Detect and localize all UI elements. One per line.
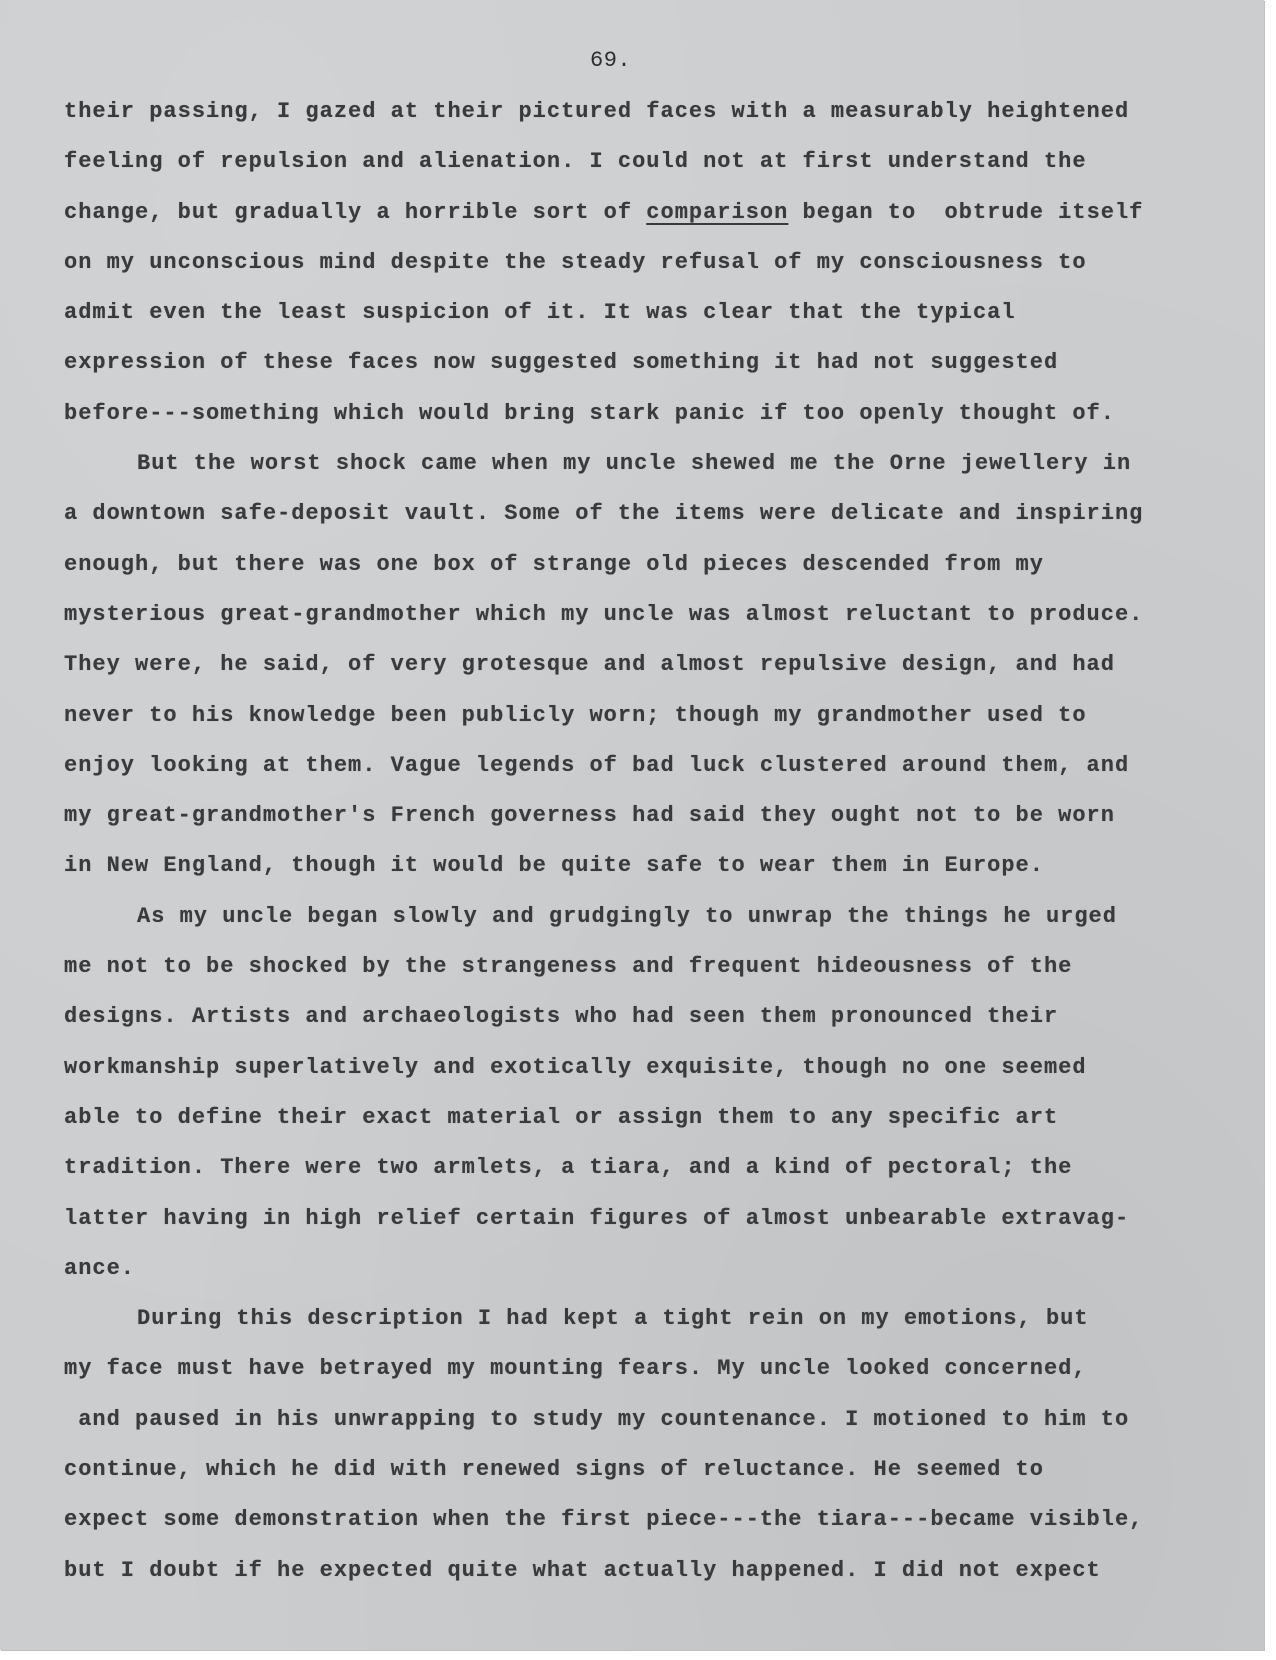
line-text: but I doubt if he expected quite what actually happened. I did not expect [64, 1557, 1101, 1583]
text-line [64, 1102, 1214, 1152]
line-text: continue, which he did with renewed signs of reluctance. He seemed to [64, 1457, 1044, 1483]
line-text: on my unconscious mind despite the steady refusal of my consciousness to [64, 249, 1087, 275]
text-line [64, 498, 1214, 548]
text-line [64, 1203, 1214, 1253]
text-line [64, 1303, 1214, 1353]
text-line [64, 1253, 1214, 1303]
text-line [64, 1001, 1214, 1051]
text-line [64, 901, 1214, 951]
line-text: before---something which would bring stark panic if too openly thought of. [64, 400, 1115, 426]
text-line [64, 347, 1214, 397]
line-text: their passing, I gazed at their pictured faces with a measurably heightened [64, 99, 1130, 124]
line-text: able to define their exact material or assign them to any specific art [64, 1104, 1059, 1130]
line-text: expect some demonstration when the first piece---the tiara---became visible, [64, 1507, 1144, 1533]
text-line [64, 549, 1214, 599]
line-text: my face must have betrayed my mounting fears. My uncle looked concerned, [64, 1356, 1087, 1382]
text-line [64, 850, 1214, 900]
text-line [64, 197, 1214, 247]
line-text: ance. [64, 1255, 136, 1281]
line-text: As my uncle began slowly and grudgingly to unwrap the things he urged [137, 903, 1117, 929]
line-text: latter having in high relief certain figures of almost unbearable extravag- [64, 1205, 1130, 1231]
text-line [64, 1454, 1214, 1504]
line-text: admit even the least suspicion of it. It was clear that the typical [64, 300, 1016, 326]
line-text: expression of these faces now suggested something it had not suggested [64, 350, 1059, 376]
text-line [64, 1504, 1214, 1554]
line-text: designs. Artists and archaeologists who had seen them pronounced their [64, 1004, 1059, 1030]
underlined-word: comparison [646, 199, 789, 225]
text-line [64, 1152, 1214, 1202]
line-text: But the worst shock came when my uncle shewed me the Orne jewellery in [137, 451, 1132, 477]
text-line [64, 247, 1214, 297]
line-text: During this description I had kept a tight rein on my emotions, but [137, 1306, 1089, 1332]
line-segment: began to obtrude itself [788, 199, 1144, 225]
text-line [64, 398, 1214, 448]
line-text: my great-grandmother's French governess had said they ought not to be worn [64, 803, 1115, 829]
text-line [64, 146, 1214, 196]
text-line [64, 951, 1214, 1001]
text-line [64, 297, 1214, 347]
line-text: tradition. There were two armlets, a tiara, and a kind of pectoral; the [64, 1155, 1073, 1181]
line-text: mysterious great-grandmother which my uncle was almost reluctant to produce. [64, 601, 1144, 627]
text-line [64, 1555, 1214, 1605]
line-text: a downtown safe-deposit vault. Some of the items were delicate and inspiring [64, 501, 1144, 527]
line-text: never to his knowledge been publicly worn; though my grandmother used to [64, 702, 1087, 728]
text-line [64, 700, 1214, 750]
text-line [64, 750, 1214, 800]
page-number: 69. [590, 48, 632, 73]
line-text: enjoy looking at them. Vague legends of bad luck clustered around them, and [64, 752, 1130, 778]
line-text: in New England, though it would be quite safe to wear them in Europe. [64, 853, 1044, 879]
manuscript-body [64, 96, 1214, 1605]
text-line [64, 1353, 1214, 1403]
text-line [64, 649, 1214, 699]
line-text: enough, but there was one box of strange old pieces descended from my [64, 551, 1044, 577]
text-line [64, 448, 1214, 498]
line-text: workmanship superlatively and exotically exquisite, though no one seemed [64, 1054, 1087, 1080]
line-text: me not to be shocked by the strangeness and frequent hideousness of the [64, 954, 1073, 980]
text-line [64, 800, 1214, 850]
text-line [64, 1052, 1214, 1102]
line-text: They were, he said, of very grotesque and almost repulsive design, and had [64, 652, 1115, 678]
line-text: feeling of repulsion and alienation. I could not at first understand the [64, 149, 1087, 175]
line-text: and paused in his unwrapping to study my countenance. I motioned to him to [64, 1406, 1130, 1432]
text-line [64, 599, 1214, 649]
line-segment: change, but gradually a horrible sort of [64, 199, 647, 225]
text-line [64, 1404, 1214, 1454]
text-line [64, 96, 1214, 146]
